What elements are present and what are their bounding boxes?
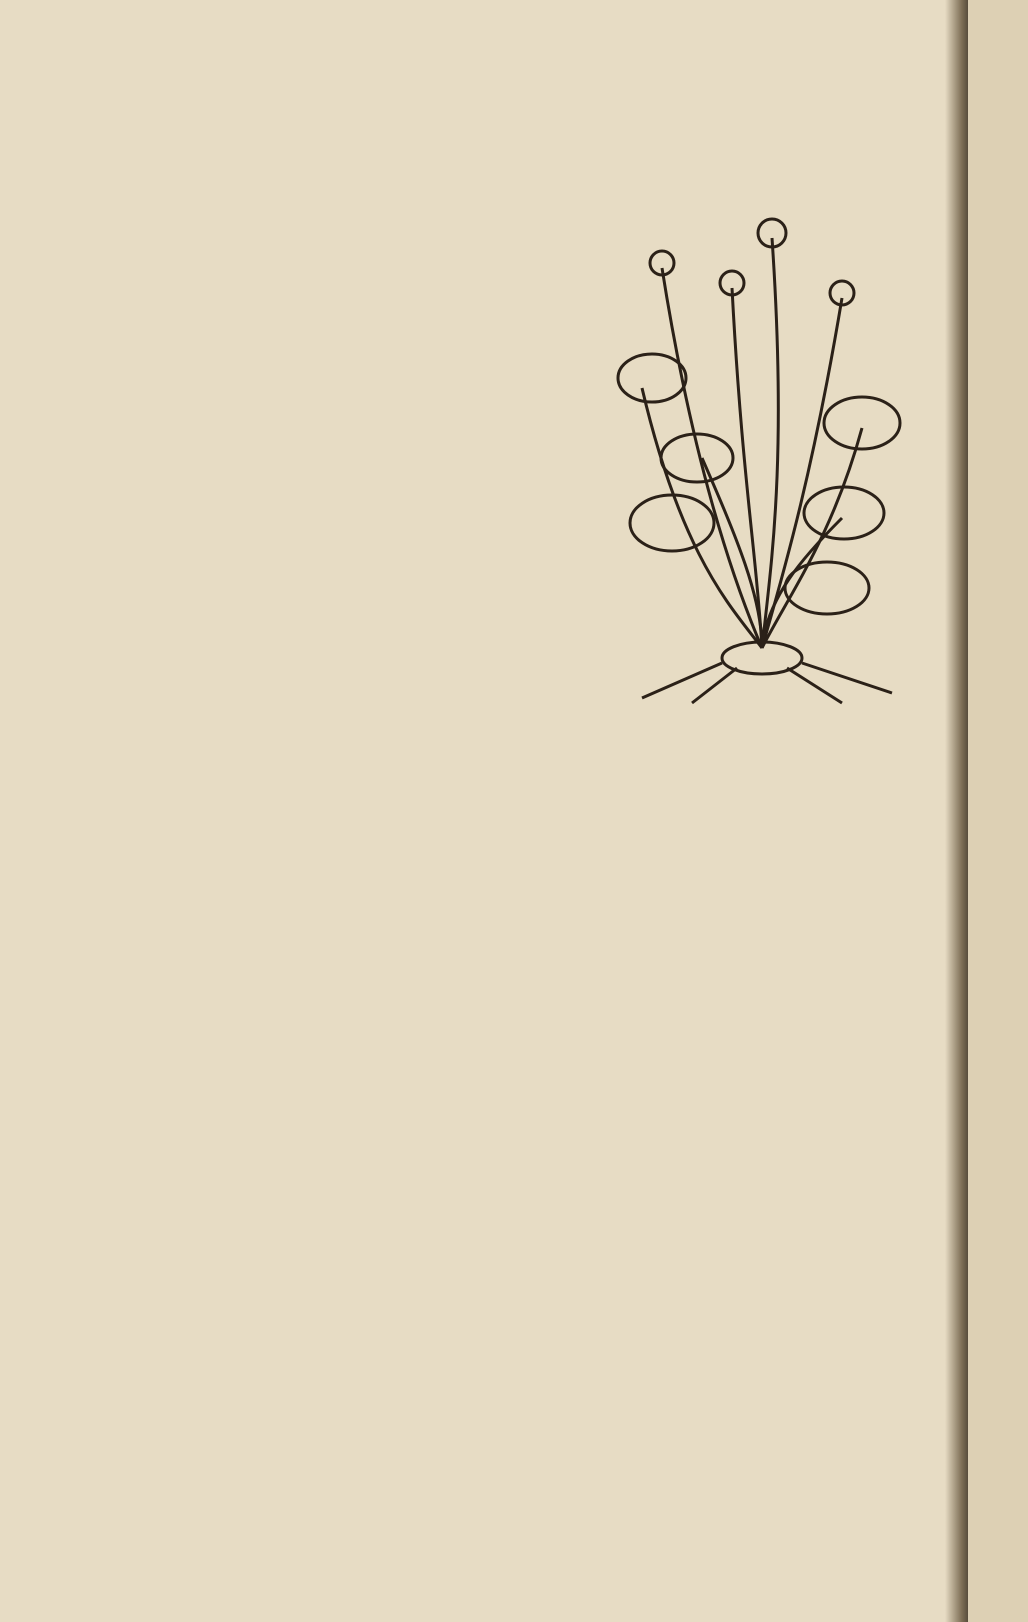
adjacent-page-edge xyxy=(968,0,1028,1622)
plant-woodcut-icon xyxy=(612,178,912,708)
